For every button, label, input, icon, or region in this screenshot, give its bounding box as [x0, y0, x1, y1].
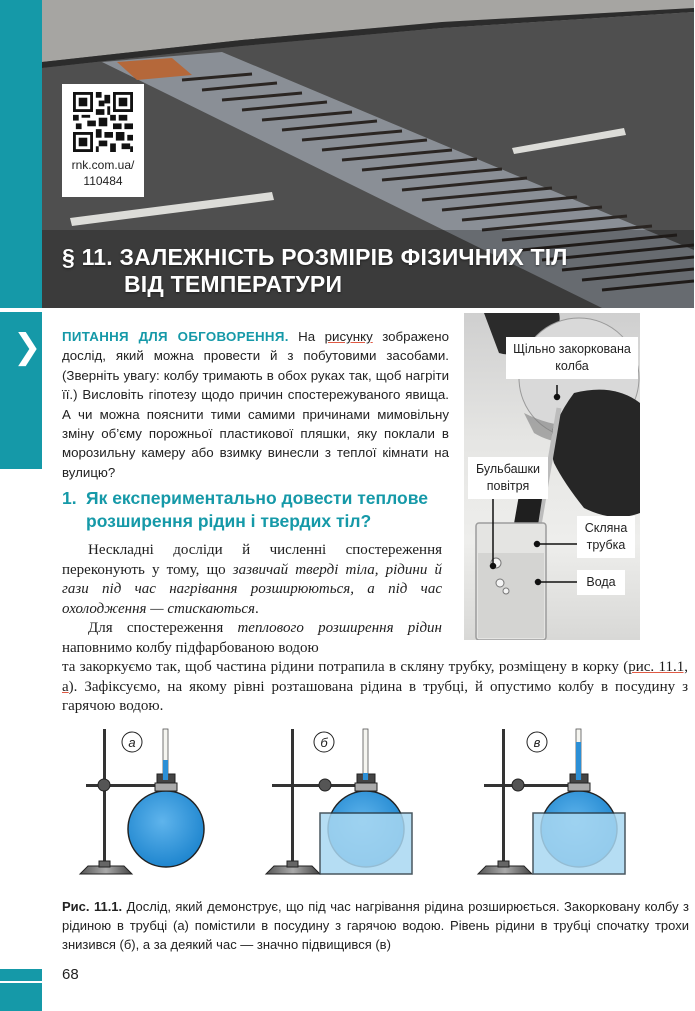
label-glass-tube: Скляна трубка: [577, 516, 635, 558]
stage-b: [266, 729, 412, 874]
label-air-bubbles: Бульбашки повітря: [468, 457, 548, 499]
svg-text:в: в: [533, 735, 541, 750]
chapter-header-photo: [42, 0, 694, 308]
paragraph-1: Нескладні досліди й численні спостереження переконують у тому, що зазвичай тверді тіла, рідини й гази під час нагрівання розширюються, а під час охолодження — стискаються.: [62, 542, 442, 617]
callout-marker: [0, 312, 42, 469]
side-accent-bar: [0, 0, 42, 308]
page-number: 68: [62, 966, 79, 983]
body-paragraph-wide: [62, 658, 688, 717]
figure-caption-title: Рис. 11.1.: [62, 899, 123, 914]
stage-a: [80, 729, 204, 874]
label-sealed-flask: Щільно закоркована колба: [506, 337, 638, 379]
figure-11-1: [42, 722, 694, 882]
qr-url-line2[interactable]: 110484: [83, 174, 123, 188]
chapter-title: [62, 244, 568, 298]
section-heading: [62, 487, 462, 533]
discussion-label: ПИТАННЯ ДЛЯ ОБГОВОРЕННЯ.: [62, 329, 289, 344]
paragraph-2: Для спостереження теплового розширення рідин наповнимо колбу підфарбованою водою: [62, 620, 442, 656]
discussion-question: ПИТАННЯ ДЛЯ ОБГОВОРЕННЯ. На рисунку зображено дослід, який можна провести й з побутовими засобами. (Зверніть увагу: колбу тримають в обох руках так, щоб нагріти її.) Висловіть гіпотезу щодо причин спостережуваного явища. А чи можна пояснити тими самими причинами мимовільну зміну об’єму порожньої пластикової пляшки, яку поклали в морозильну камеру або взимку винесли з теплої кімнати на вулицю?: [62, 329, 449, 480]
qr-url-line1[interactable]: rnk.com.ua/: [71, 158, 135, 172]
qr-code-card[interactable]: [62, 84, 144, 197]
experiment-photo: [464, 313, 640, 640]
figure-link-11-1a[interactable]: рис. 11.1, а: [62, 659, 688, 695]
figure-caption-text: Дослід, який демонструє, що під час нагрівання рідина розширюється. Закорковану колбу з рідиною в трубці (а) помістили в посудину з гарячою водою. Рівень рідини в трубці спочатку трохи знизився (б), а за деякий час — значно підвищився (в): [62, 899, 690, 952]
section-number: 1.: [62, 488, 77, 508]
flask-expansion-diagram: [42, 722, 694, 882]
figure-caption: [62, 897, 689, 954]
svg-text:а: а: [128, 735, 136, 750]
chevron-right-icon: ❯: [13, 327, 42, 367]
svg-text:б: б: [320, 735, 328, 750]
stage-c: [478, 729, 625, 874]
footer-accent-bar: [0, 983, 42, 1011]
label-water: Вода: [577, 570, 625, 595]
chapter-title-line1: § 11. ЗАЛЕЖНІСТЬ РОЗМІРІВ ФІЗИЧНИХ ТІЛ: [62, 244, 568, 270]
body-paragraphs-narrow: [62, 541, 442, 658]
section-heading-line2: розширення рідин і твердих тіл?: [86, 511, 372, 531]
section-heading-line1: Як експериментально довести теплове: [86, 488, 428, 508]
qr-code-icon: [73, 92, 133, 152]
chapter-title-line2: ВІД ТЕМПЕРАТУРИ: [124, 271, 343, 297]
footer-accent-bar: [0, 969, 42, 981]
paragraph-3: та закоркуємо так, щоб частина рідини потрапила в скляну трубку, розміщену в корку (рис. 11.1, а). Зафіксуємо, на якому рівні розташована рідина в трубці, й опустимо колбу в посудину з гарячою водою.: [62, 659, 688, 714]
figure-link[interactable]: рисунку: [324, 329, 373, 344]
